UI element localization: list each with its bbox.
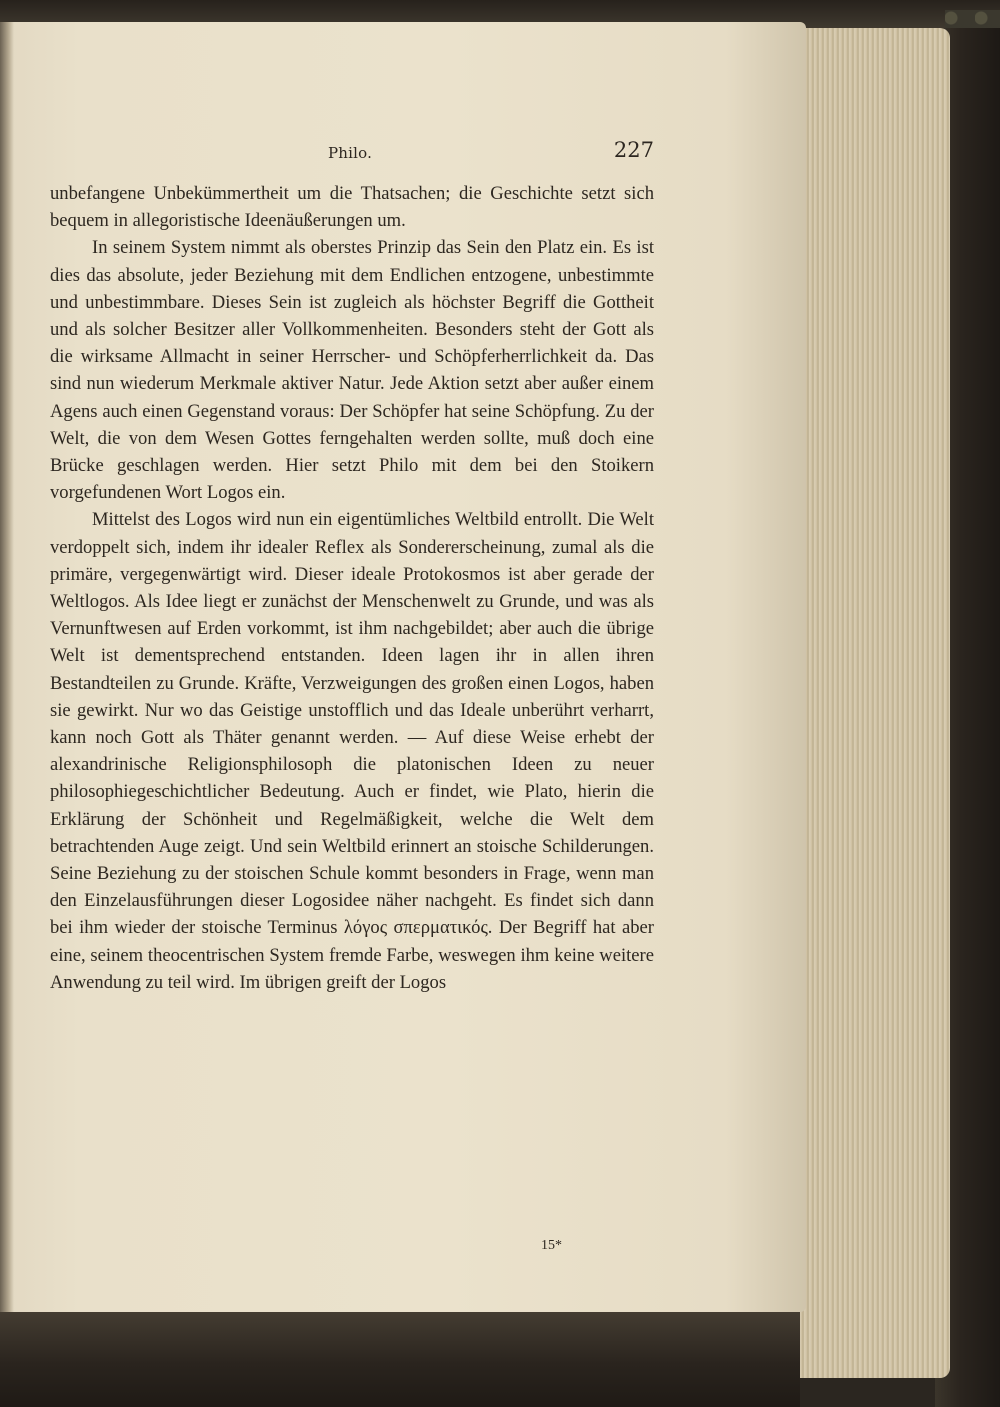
paragraph-3: Mittelst des Logos wird nun ein eigentümliches Weltbild entrollt. Die Welt verdoppelt sich, indem ihr idealer Reflex als Sondererscheinung, zumal als die primäre, vergegenwärtigt wird. Dieser ideale Protokosmos ist aber gerade der Weltlogos. Als Idee liegt er zunächst der Menschenwelt zu Grunde, und was als Vernunftwesen auf Erden vorkommt, ist ihm nachgebildet; aber auch die übrige Welt ist dementsprechend entstanden. Ideen lagen ihr in allen ihren Bestandteilen zu Grunde. Kräfte, Verzweigungen des großen einen Logos, haben sie gewirkt. Nur wo das Geistige unstofflich und das Ideale unberührt verharrt, kann noch Gott als Thäter genannt werden. — Auf diese Weise erhebt der alexandrinische Religionsphilosoph die platonischen Ideen zu neuer philosophiegeschichtlicher Bedeutung. Auch er findet, wie Plato, hierin die Erklärung der Schönheit und Regelmäßigkeit, welche die Welt dem betrachtenden Auge zeigt. Und sein Weltbild erinnert an stoische Schilderungen. Seine Beziehung zu der stoischen Schule kommt besonders in Frage, wenn man den Einzelausführungen dieser Logosidee näher nachgeht. Es findet sich dann bei ihm wieder der stoische Terminus λόγος σπερματικός. Der Begriff hat aber eine, seinem theocentrischen System fremde Farbe, weswegen ihm keine weitere Anwendung zu teil wird. Im übrigen greift der Logos bbox=[50, 509, 654, 993]
page-gutter bbox=[0, 22, 14, 1312]
binding-bottom-edge bbox=[0, 1300, 800, 1407]
paragraph-1: unbefangene Unbekümmertheit um die Thatsachen; die Geschichte setzt sich bequem in allegoristische Ideenäußerungen um. bbox=[50, 183, 654, 232]
page-header bbox=[50, 138, 654, 168]
body-text bbox=[50, 180, 654, 996]
page-block bbox=[800, 28, 950, 1378]
paragraph-2: In seinem System nimmt als oberstes Prinzip das Sein den Platz ein. Es ist dies das absolute, jeder Beziehung mit dem Endlichen entzogene, unbestimmte und unbestimmbare. Dieses Sein ist zugleich als höchster Begriff die Gottheit und als solcher Besitzer aller Vollkommenheiten. Besonders steht der Gott als die wirksame Allmacht in seiner Herrscher- und Schöpferherrlichkeit da. Das sind nun wiederum Merkmale aktiver Natur. Jede Aktion setzt aber außer einem Agens auch einen Gegenstand voraus: Der Schöpfer hat seine Schöpfung. Zu der Welt, die von dem Wesen Gottes ferngehalten werden sollte, muß doch eine Brücke geschlagen werden. Hier setzt Philo mit dem bei den Stoikern vorgefundenen Wort Logos ein. bbox=[50, 237, 654, 504]
page-number: 227 bbox=[613, 138, 654, 162]
running-head: Philo. bbox=[328, 144, 373, 162]
signature-mark: 15* bbox=[541, 1238, 562, 1253]
